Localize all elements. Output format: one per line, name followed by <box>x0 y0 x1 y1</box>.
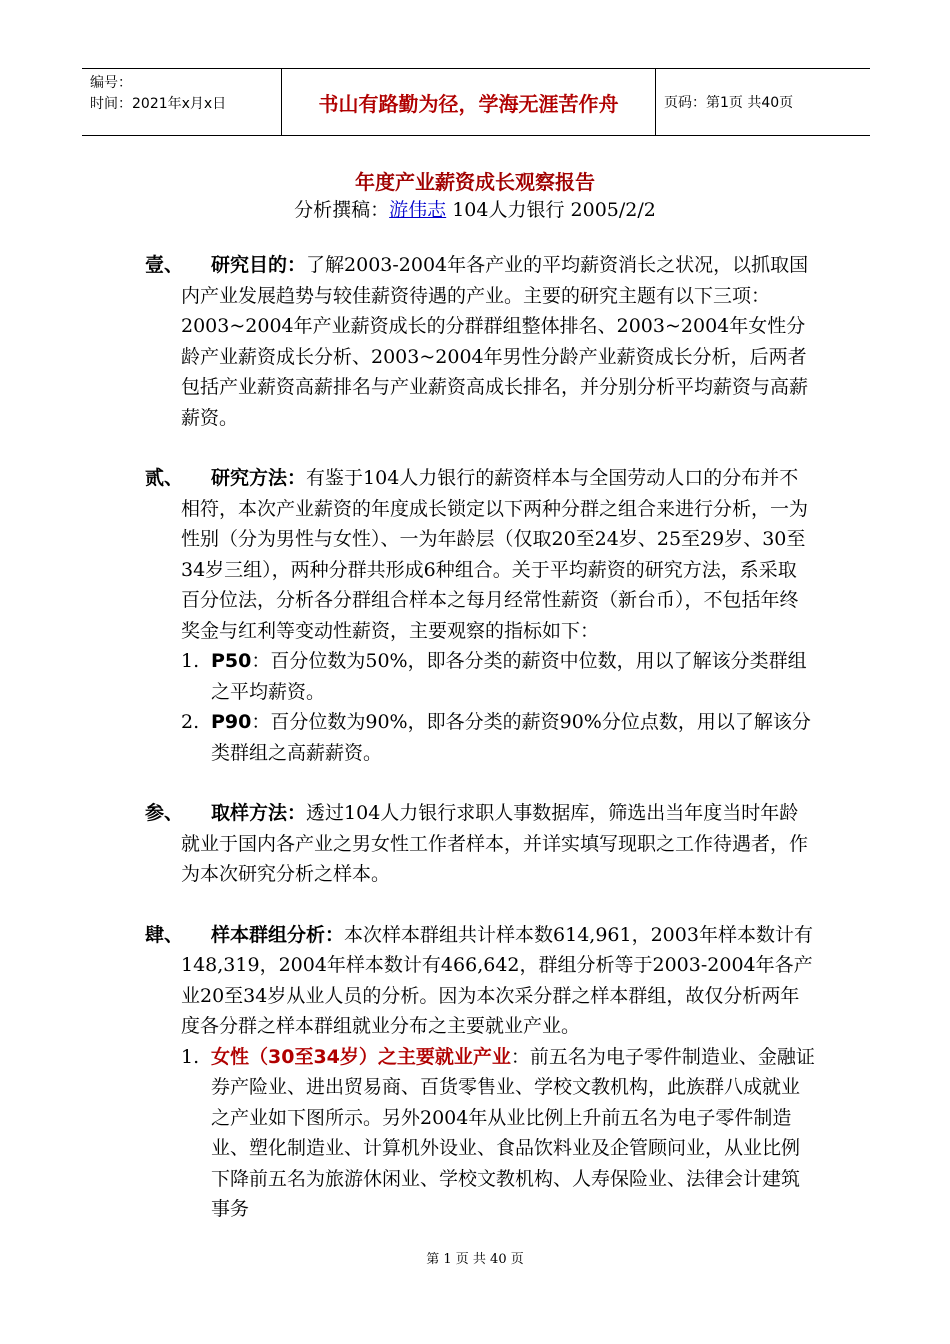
header-motto: 书山有路勤为径，学海无涯苦作舟 <box>282 69 656 135</box>
section-text: 透过104人力银行求职人事数据库，筛选出当年度当时年龄就业于国内各产业之男女性工作者样本，并详实填写现职之工作待遇者，作为本次研究分析之样本。 <box>181 802 809 885</box>
section-text: 了解2003-2004年各产业的平均薪资消长之状况，以抓取国内产业发展趋势与较佳薪资待遇的产业。主要的研究主题有以下三项：2003~2004年产业薪资成长的分群群组整体排名、2003~2004年女性分龄产业薪资成长分析、2003~2004年男性分龄产业薪资成长分析，后两者包括产业薪资高薪排名与产业薪资高成长排名，并分别分析平均薪资与高薪薪资。 <box>181 254 809 429</box>
list-label: 女性（30至34岁）之主要就业产业 <box>211 1045 511 1068</box>
list-label: P90 <box>211 711 252 733</box>
header-meta <box>82 69 282 135</box>
section-heading: 研究方法： <box>211 467 307 489</box>
report-subtitle <box>0 195 950 222</box>
section-text: 有鉴于104人力银行的薪资样本与全国劳动人口的分布并不相符，本次产业薪资的年度成长锁定以下两种分群之组合来进行分析，一为性别（分为男性与女性）、一为年龄层（仅取20至24岁、25至29岁、30至34岁三组），两种分群共形成6种组合。关于平均薪资的研究方法，系采取百分位法，分析各分群组合样本之每月经常性薪资（新台币），不包括年终奖金与红利等变动性薪资，主要观察的指标如下： <box>181 467 809 642</box>
section-number: 壹、 <box>145 254 184 276</box>
section-heading: 研究目的： <box>211 254 307 276</box>
subtitle-prefix: 分析撰稿： <box>294 199 390 221</box>
page-footer: 第 1 页 共 40 页 <box>426 1252 524 1267</box>
section-purpose <box>145 250 815 433</box>
list-text: ：百分位数为50%，即各分类的薪资中位数，用以了解该分类群组之平均薪资。 <box>211 650 807 703</box>
list-label: P50 <box>211 650 252 672</box>
section-sample-analysis <box>145 920 815 1225</box>
page-header <box>82 68 870 136</box>
section-method <box>145 463 815 768</box>
section-text: 本次样本群组共计样本数614,961，2003年样本数计有148,319，2004年样本数计有466,642，群组分析等于2003-2004年各产业20至34岁从业人员的分析。因为本次采分群之样本群组，故仅分析两年度各分群之样本群组就业分布之主要就业产业。 <box>181 923 813 1037</box>
section-heading: 取样方法： <box>211 802 307 824</box>
list-item <box>181 707 815 768</box>
section-heading: 样本群组分析： <box>211 923 345 946</box>
header-number: 编号： <box>90 75 132 91</box>
author-link[interactable]: 游伟志 <box>389 199 447 221</box>
header-time: 时间：2021年x月x日 <box>90 96 227 112</box>
list-item <box>181 1042 815 1225</box>
section-number: 贰、 <box>145 467 184 489</box>
list-number: 2. <box>181 711 200 733</box>
list-number: 1. <box>181 650 200 672</box>
report-title: 年度产业薪资成长观察报告 <box>355 170 595 194</box>
header-page-info: 页码：第1页 共40页 <box>664 95 794 111</box>
section-sampling <box>145 798 815 890</box>
list-text: ：前五名为电子零件制造业、金融证券产险业、进出贸易商、百货零售业、学校文教机构，此族群八成就业之产业如下图所示。另外2004年从业比例上升前五名为电子零件制造业、塑化制造业、计算机外设业、食品饮料业及企管顾问业，从业比例下降前五名为旅游休闲业、学校文教机构、人寿保险业、法律会计建筑事务 <box>211 1045 815 1220</box>
list-item <box>181 646 815 707</box>
section-number: 参、 <box>145 802 184 824</box>
section-number: 肆、 <box>145 923 184 946</box>
list-text: ：百分位数为90%，即各分类的薪资90%分位点数，用以了解该分类群组之高薪薪资。 <box>211 711 811 764</box>
report-body <box>145 250 815 1255</box>
subtitle-suffix: 104人力银行 2005/2/2 <box>446 199 656 221</box>
list-number: 1. <box>181 1045 200 1068</box>
